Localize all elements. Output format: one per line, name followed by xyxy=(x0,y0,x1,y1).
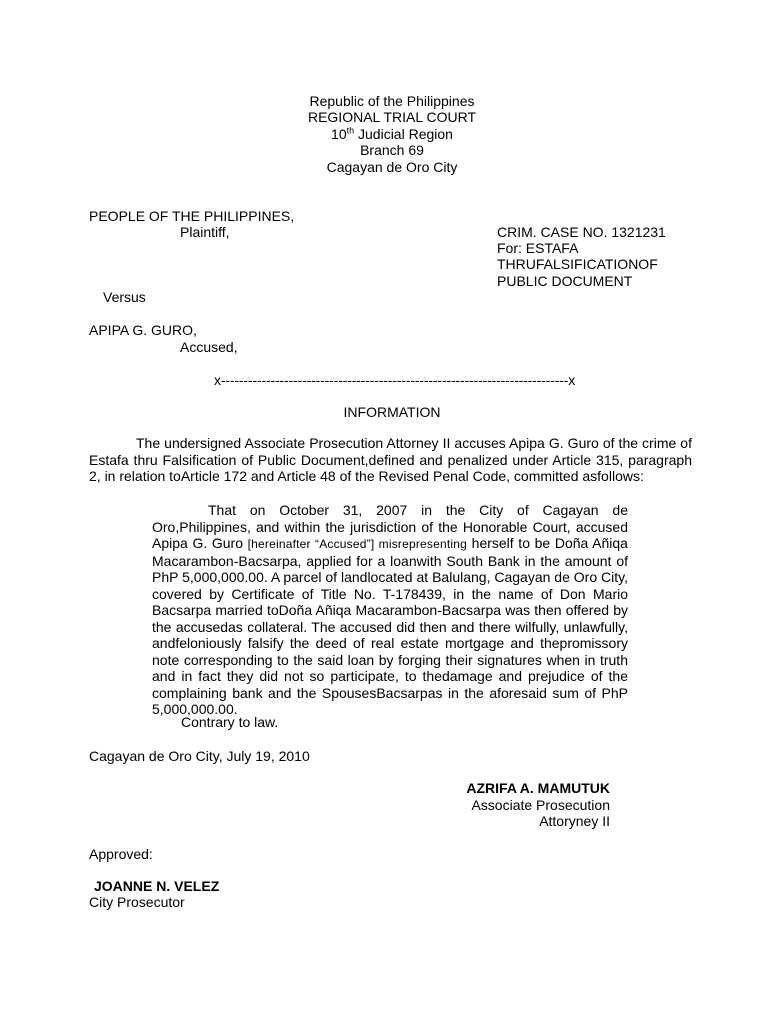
heading-region-suffix: th xyxy=(346,125,355,136)
heading-region-text: Judicial Region xyxy=(354,126,453,142)
case-number: CRIM. CASE NO. 1321231 xyxy=(497,224,666,240)
heading-region xyxy=(0,126,768,143)
body-paragraph-part3: herself to be Doña Añiqa Macarambon-Bacsarpa, applied for a loanwith South Bank in the amount of PhP 5,000,000.00. A parcel of landlocated at Balulang, Cagayan de Oro City, covered by Certificate of Title No. T-178439, in the name of Don Mario Bacsarpa married toDoña Añiqa Macarambon-Bacsarpa was then offered by the accusedas collateral. The accused did then and there wilfully, unlawfully, andfeloniously falsify the deed of real estate mortgage and thepromissory note corresponding to the said loan by forging their signatures when in truth and in fact they did not so participate, to thedamage and prejudice of the complaining bank and the SpousesBacsarpas in the aforesaid sum of PhP 5,000,000.00. xyxy=(152,535,628,717)
body-paragraph-small: [hereinafter “Accused”] misrepresenting xyxy=(247,537,468,551)
signatory-title-line1: Associate Prosecution xyxy=(471,797,610,813)
contrary-to-law: Contrary to law. xyxy=(181,714,279,730)
case-charge-line2: THRUFALSIFICATIONOF xyxy=(497,256,658,272)
body-paragraph xyxy=(152,502,628,718)
heading-city: Cagayan de Oro City xyxy=(326,159,458,175)
heading-region-number: 10 xyxy=(331,126,347,142)
approver-name: JOANNE N. VELEZ xyxy=(94,878,220,894)
intro-paragraph xyxy=(89,435,692,485)
heading-court: REGIONAL TRIAL COURT xyxy=(307,109,477,125)
place-date: Cagayan de Oro City, July 19, 2010 xyxy=(89,748,310,764)
heading-branch: Branch 69 xyxy=(360,142,424,158)
approver-title: City Prosecutor xyxy=(89,894,185,910)
caption-divider: x-----------------------------------------------------------------------------x xyxy=(214,372,576,388)
plaintiff-name: PEOPLE OF THE PHILIPPINES, xyxy=(89,208,295,224)
plaintiff-role: Plaintiff, xyxy=(180,224,230,240)
versus-label: Versus xyxy=(103,289,146,305)
accused-role: Accused, xyxy=(180,339,238,355)
accused-name: APIPA G. GURO, xyxy=(89,322,197,338)
heading-republic: Republic of the Philippines xyxy=(309,93,475,109)
case-charge-line1: For: ESTAFA xyxy=(497,240,579,256)
approved-label: Approved: xyxy=(89,846,153,862)
body-paragraph-part1: That on October 31, 2007 in the City of Cagayan de Oro,Philippines, and within the jurisdiction of the Honorable Court, accused Apipa G. Guro xyxy=(152,502,628,551)
case-charge-line3: PUBLIC DOCUMENT xyxy=(497,273,633,289)
intro-paragraph-text: The undersigned Associate Prosecution Attorney II accuses Apipa G. Guro of the crime of Estafa thru Falsification of Public Document,defined and penalized under Article 315, paragraph 2, in relation toArticle 172 and Article 48 of the Revised Penal Code, committed asfollows: xyxy=(89,435,692,484)
signatory-title-line2: Attoryney II xyxy=(539,813,610,829)
signatory-name: AZRIFA A. MAMUTUK xyxy=(466,780,610,796)
document-title: INFORMATION xyxy=(343,404,441,420)
